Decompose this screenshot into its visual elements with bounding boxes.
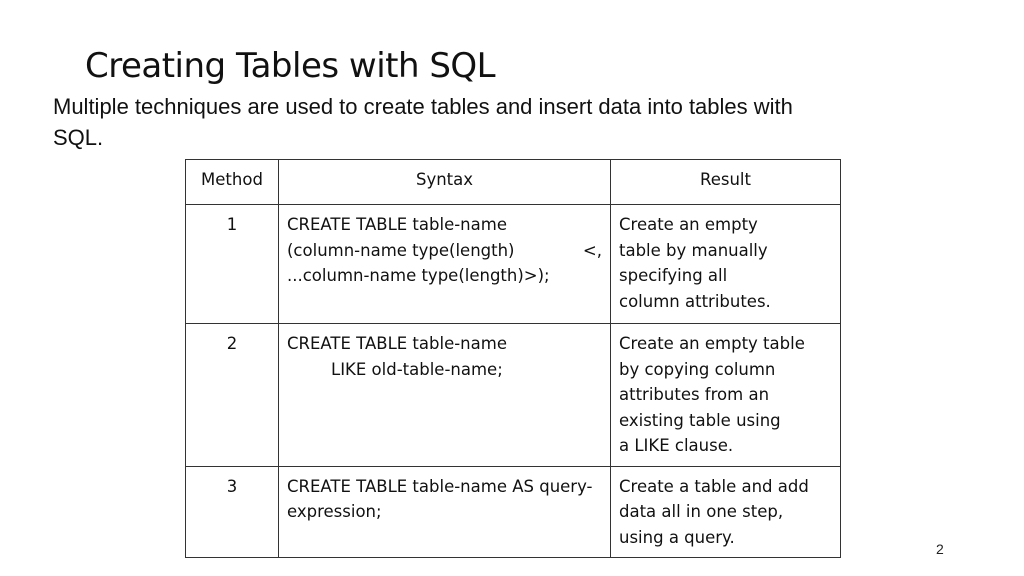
syntax-line: CREATE TABLE table-name AS query- [287, 476, 593, 496]
slide-subtitle: Multiple techniques are used to create tables and insert data into tables with SQL. [53, 94, 793, 150]
result-cell [611, 324, 841, 467]
result-line: specifying all [619, 266, 728, 285]
method-number: 2 [186, 324, 279, 467]
result-cell [611, 466, 841, 558]
syntax-cell [279, 466, 611, 558]
result-line: attributes from an [619, 385, 770, 404]
result-line: by copying column [619, 359, 776, 379]
table-header-row [186, 160, 841, 205]
result-line: table by manually [619, 240, 768, 260]
table-row [186, 466, 841, 558]
slide-title: Creating Tables with SQL [85, 46, 496, 86]
result-line: a LIKE clause. [619, 436, 734, 455]
syntax-line: CREATE TABLE table-name [287, 334, 507, 353]
result-line: using a query. [619, 527, 735, 547]
result-line: Create an empty table [619, 334, 805, 353]
syntax-fragment: <, [582, 240, 602, 260]
result-line: existing table using [619, 410, 781, 430]
syntax-cell [279, 205, 611, 324]
syntax-fragment: (column-name type(length) [287, 240, 515, 260]
result-cell [611, 205, 841, 324]
syntax-line: CREATE TABLE table-name [287, 215, 507, 234]
header-syntax: Syntax [279, 160, 611, 205]
sql-methods-table [185, 159, 841, 558]
result-line: Create a table and add [619, 476, 809, 496]
table-row [186, 324, 841, 467]
syntax-line: ...column-name type(length)>); [287, 266, 550, 285]
result-line: data all in one step, [619, 502, 784, 521]
page-number: 2 [936, 541, 944, 557]
syntax-line [287, 238, 602, 264]
syntax-line: LIKE old-table-name; [331, 359, 503, 379]
syntax-cell [279, 324, 611, 467]
method-number: 1 [186, 205, 279, 324]
result-line: column attributes. [619, 291, 771, 311]
table-row [186, 205, 841, 324]
method-number: 3 [186, 466, 279, 558]
result-line: Create an empty [619, 215, 758, 234]
syntax-line: expression; [287, 502, 382, 521]
header-method: Method [186, 160, 279, 205]
header-result: Result [611, 160, 841, 205]
